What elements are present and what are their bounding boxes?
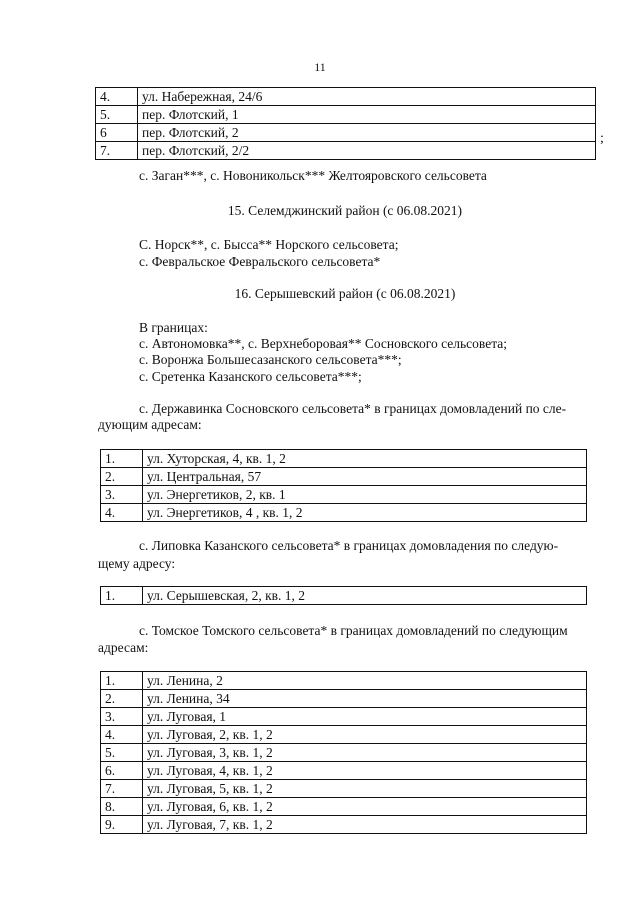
- row-address: ул. Луговая, 7, кв. 1, 2: [143, 816, 587, 834]
- table-row: [101, 816, 587, 834]
- row-number: 1.: [101, 672, 143, 690]
- row-address: ул. Ленина, 2: [143, 672, 587, 690]
- row-address: ул. Хуторская, 4, кв. 1, 2: [143, 450, 587, 468]
- row-number: 2.: [101, 690, 143, 708]
- row-address: пер. Флотский, 2/2: [138, 142, 596, 160]
- table-row: [101, 744, 587, 762]
- address-table-derzhavinka: [100, 449, 587, 522]
- table-row: [101, 708, 587, 726]
- address-table-lipovka: [100, 586, 587, 605]
- row-number: 3.: [101, 486, 143, 504]
- section-heading-15: 15. Селемджинский район (с 06.08.2021): [227, 203, 463, 218]
- table-row: [101, 780, 587, 798]
- table-trailing-semicolon: ;: [600, 131, 604, 146]
- row-address: ул. Луговая, 2, кв. 1, 2: [143, 726, 587, 744]
- line-avtonomovka: с. Автономовка**, с. Верхнеборовая** Сосновского сельсовета;: [139, 336, 508, 351]
- paragraph-derzhavinka-line1: с. Державинка Сосновского сельсовета* в границах домовладений по сле-: [139, 401, 567, 416]
- section-heading-16: 16. Серышевский район (с 06.08.2021): [234, 286, 456, 301]
- address-table-continuation: [95, 87, 596, 160]
- table-row: [101, 504, 587, 522]
- table-row: [96, 142, 596, 160]
- row-number: 6: [96, 124, 138, 142]
- table-row: [101, 798, 587, 816]
- row-number: 7.: [101, 780, 143, 798]
- row-number: 7.: [96, 142, 138, 160]
- line-sretenka: с. Сретенка Казанского сельсовета***;: [139, 369, 362, 384]
- table-row: [101, 468, 587, 486]
- table-row: [96, 106, 596, 124]
- line-fevralskoe: с. Февральское Февральского сельсовета*: [139, 254, 381, 269]
- row-address: ул. Луговая, 4, кв. 1, 2: [143, 762, 587, 780]
- row-address: пер. Флотский, 1: [138, 106, 596, 124]
- line-voronzha: с. Воронжа Большесазанского сельсовета***;: [139, 352, 402, 367]
- paragraph-tomskoe-line2: адресам:: [98, 640, 149, 655]
- line-zagan: с. Заган***, с. Новоникольск*** Желтояровского сельсовета: [139, 168, 487, 183]
- row-number: 5.: [101, 744, 143, 762]
- row-number: 1.: [101, 587, 143, 605]
- row-number: 9.: [101, 816, 143, 834]
- row-address: ул. Луговая, 1: [143, 708, 587, 726]
- line-v-granitsah: В границах:: [139, 320, 208, 335]
- row-number: 4.: [96, 88, 138, 106]
- address-table-tomskoe: [100, 671, 587, 834]
- paragraph-tomskoe-line1: с. Томское Томского сельсовета* в границах домовладений по следующим: [139, 623, 568, 638]
- row-number: 3.: [101, 708, 143, 726]
- table-row: [101, 690, 587, 708]
- row-number: 1.: [101, 450, 143, 468]
- row-number: 4.: [101, 504, 143, 522]
- row-address: ул. Энергетиков, 2, кв. 1: [143, 486, 587, 504]
- row-address: ул. Луговая, 5, кв. 1, 2: [143, 780, 587, 798]
- line-norsk: С. Норск**, с. Бысса** Норского сельсовета;: [139, 237, 399, 252]
- row-address: ул. Ленина, 34: [143, 690, 587, 708]
- row-address: ул. Набережная, 24/6: [138, 88, 596, 106]
- row-number: 4.: [101, 726, 143, 744]
- row-address: ул. Серышевская, 2, кв. 1, 2: [143, 587, 587, 605]
- row-address: ул. Луговая, 3, кв. 1, 2: [143, 744, 587, 762]
- table-row: [101, 672, 587, 690]
- row-number: 2.: [101, 468, 143, 486]
- paragraph-lipovka-line1: с. Липовка Казанского сельсовета* в границах домовладения по следую-: [139, 538, 559, 553]
- table-row: [96, 124, 596, 142]
- table-row: [101, 762, 587, 780]
- row-number: 6.: [101, 762, 143, 780]
- paragraph-lipovka-line2: щему адресу:: [98, 556, 176, 571]
- table-row: [101, 587, 587, 605]
- table-row: [96, 88, 596, 106]
- table-row: [101, 486, 587, 504]
- row-address: ул. Луговая, 6, кв. 1, 2: [143, 798, 587, 816]
- page-number: 11: [314, 60, 326, 74]
- paragraph-derzhavinka-line2: дующим адресам:: [98, 417, 202, 432]
- row-address: ул. Центральная, 57: [143, 468, 587, 486]
- row-number: 5.: [96, 106, 138, 124]
- row-address: ул. Энергетиков, 4 , кв. 1, 2: [143, 504, 587, 522]
- row-address: пер. Флотский, 2: [138, 124, 596, 142]
- table-row: [101, 450, 587, 468]
- table-row: [101, 726, 587, 744]
- row-number: 8.: [101, 798, 143, 816]
